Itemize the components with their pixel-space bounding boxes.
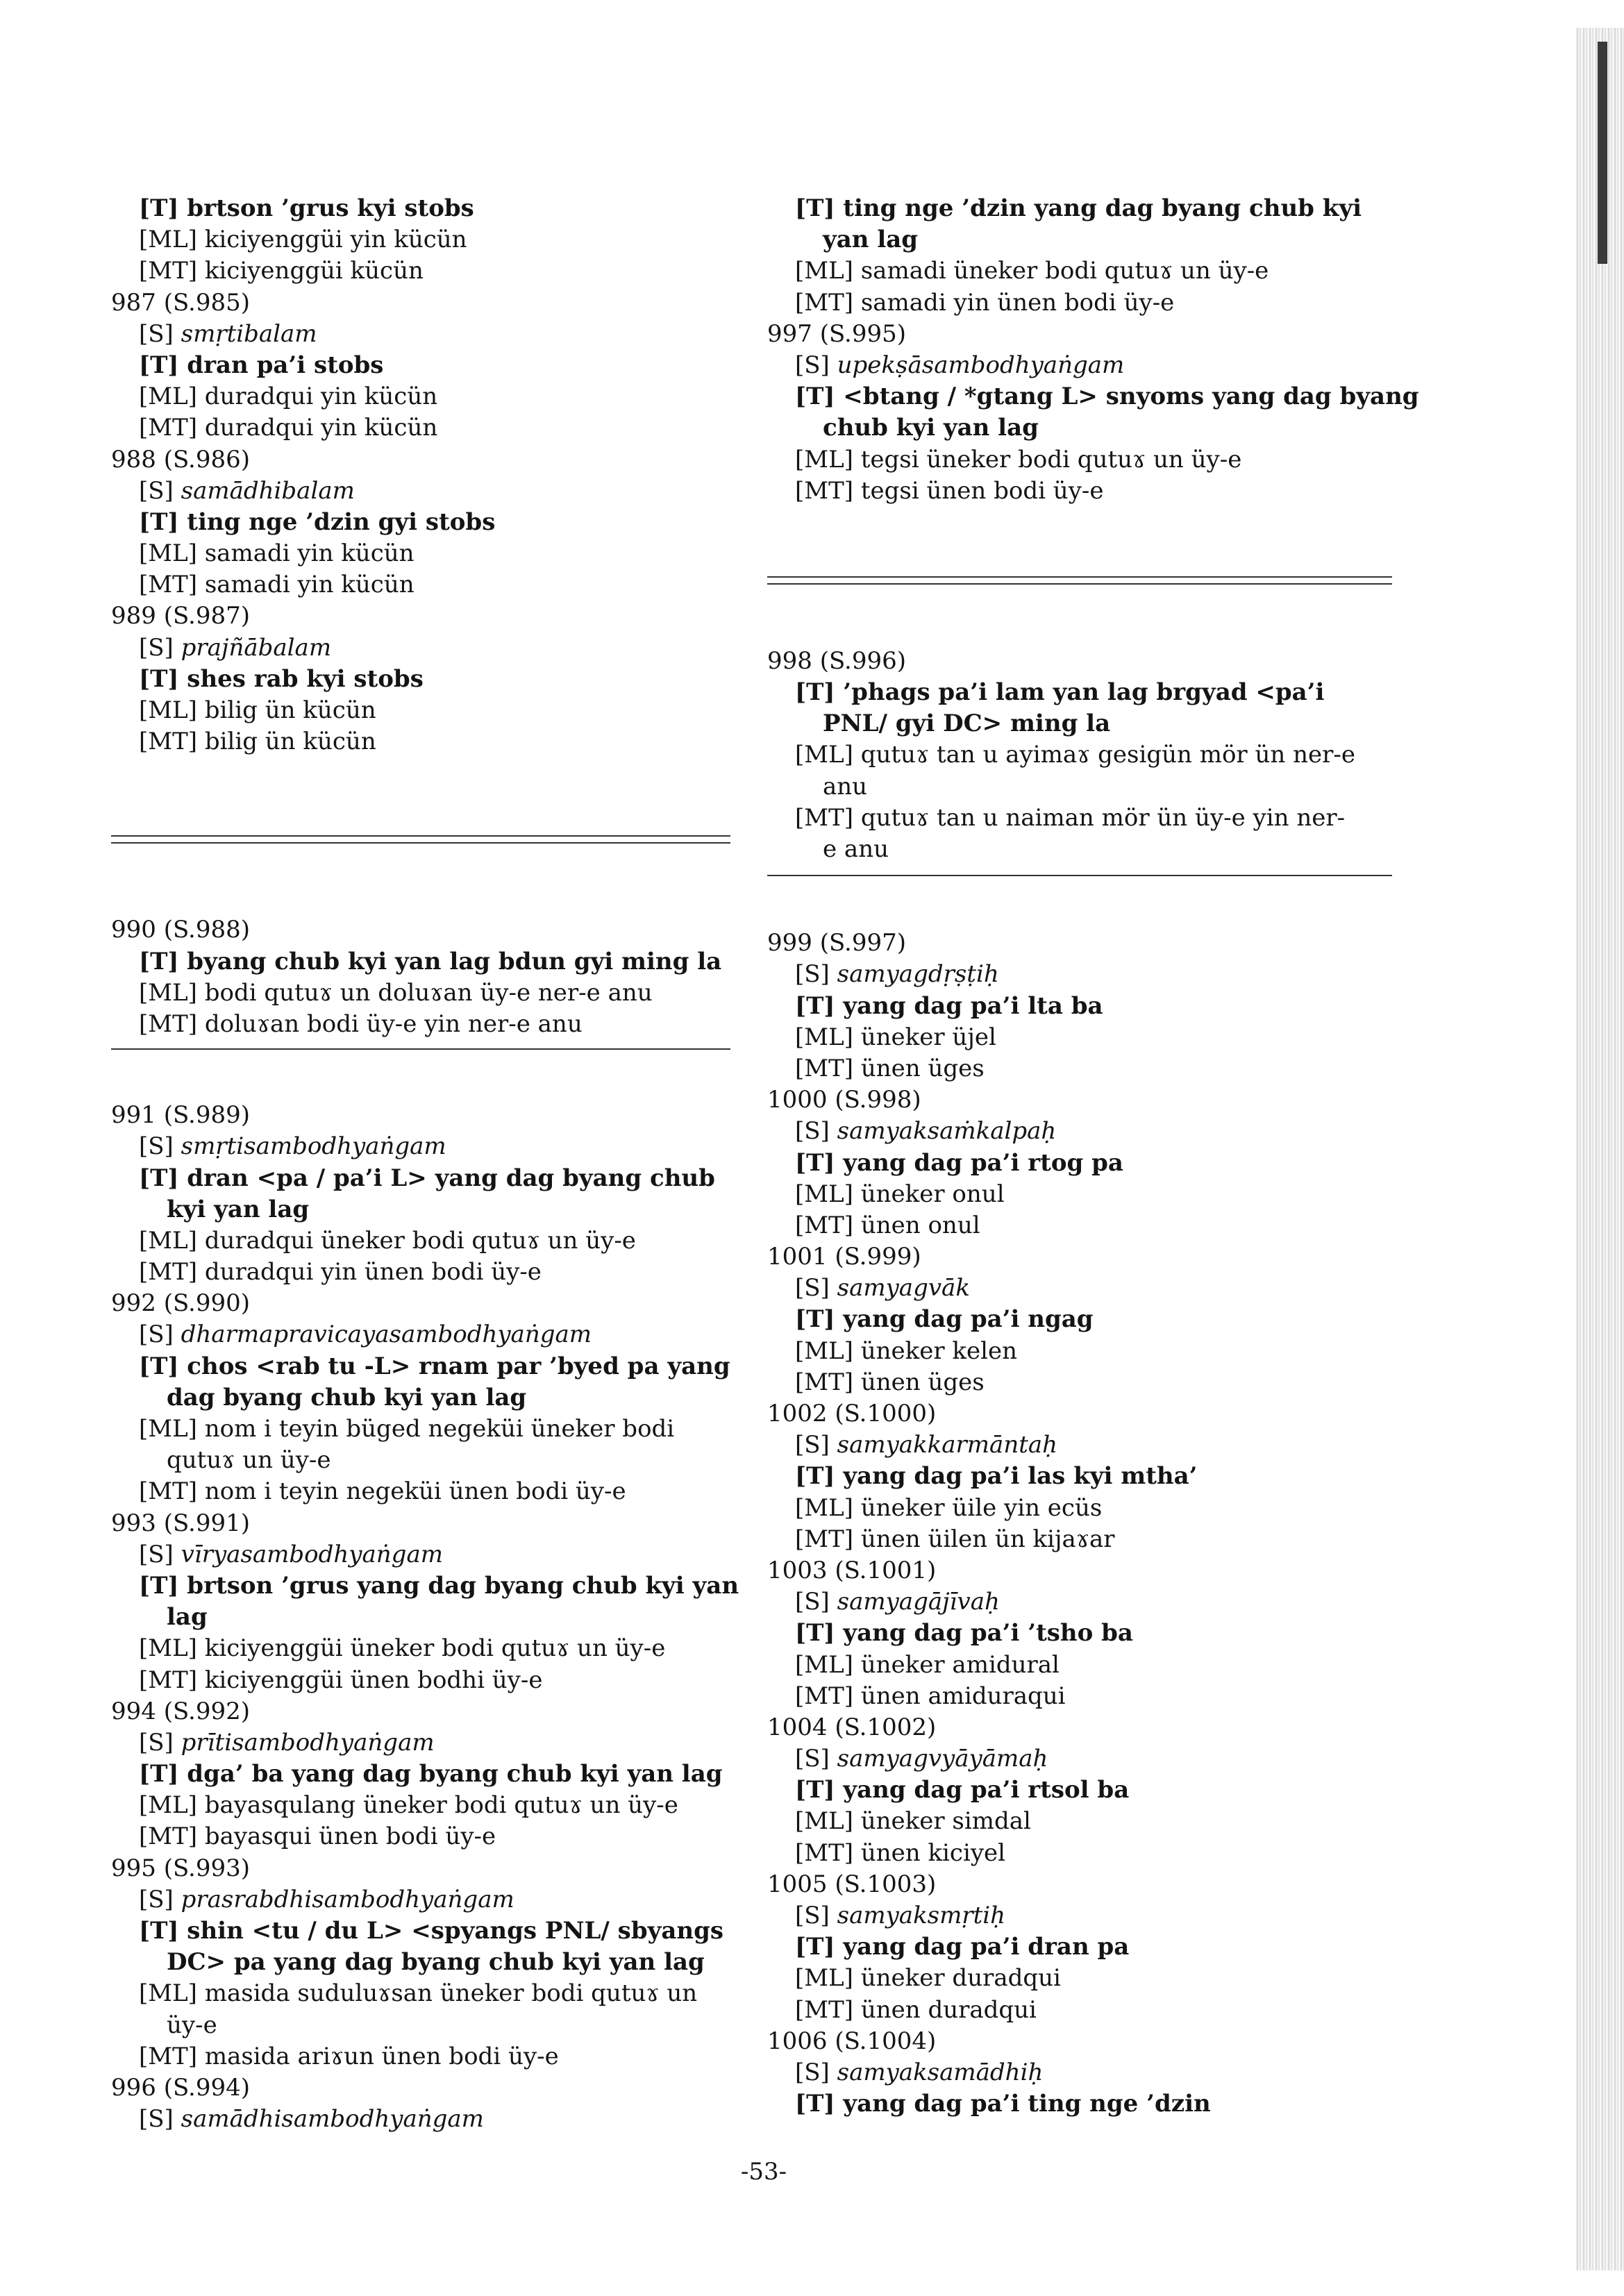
tibetan-line: [T] brtson ’grus yang dag byang chub kyi yan [139,1571,739,1600]
ml-line: [ML] kiciyenggüi yin kücün [139,226,467,254]
ml-line: [ML] üneker simdal [795,1807,1031,1836]
ml-line: [ML] üneker üjel [795,1023,996,1051]
ml-line: [ML] bilig ün kücün [139,696,376,724]
tibetan-line: [T] ting nge ’dzin gyi stobs [139,508,496,536]
tibetan-line: [T] yang dag pa’i rtsol ba [795,1776,1130,1804]
line-tag: [S] [139,1728,181,1757]
ml-line: [ML] bayasqulang üneker bodi qutuɤ un üy-e [139,1791,678,1820]
sanskrit-line [767,2057,1392,2088]
mt-line: [MT] tegsi ünen bodi üy-e [795,476,1104,505]
entry-number: 987 (S.985) [111,288,251,317]
tibetan-line: [T] <btang / *gtang L> snyoms yang dag byang [795,383,1419,411]
tibetan-line: [T] yang dag pa’i ’tsho ba [795,1619,1133,1648]
ml-line: [ML] samadi üneker bodi qutuɤ un üy-e [795,257,1269,285]
entry-number: 996 (S.994) [111,2073,251,2102]
mt-line: [MT] ünen üilen ün kijaɤar [795,1525,1115,1553]
continuation-line: PNL/ gyi DC> ming la [823,710,1111,738]
double-rule [111,835,730,844]
sanskrit-term: dharmapravicayasambodhyaṅgam [181,1321,592,1349]
mt-line: [MT] duradqui yin ünen bodi üy-e [139,1258,542,1287]
sanskrit-line [767,1430,1392,1461]
sanskrit-line [767,1900,1392,1932]
sanskrit-term: samyagvāk [837,1274,970,1302]
continuation-line: yan lag [823,226,919,254]
tibetan-line: [T] yang dag pa’i las kyi mtha’ [795,1462,1198,1491]
ml-line: [ML] duradqui üneker bodi qutuɤ un üy-e [139,1226,636,1255]
continuation-line: kyi yan lag [167,1195,310,1223]
line-tag: [S] [139,1885,181,1913]
continuation-line: chub kyi yan lag [823,414,1039,442]
mt-line: [MT] bilig ün kücün [139,728,376,756]
continuation-line: üy-e [167,2011,217,2039]
mt-line: [MT] samadi yin kücün [139,571,415,599]
continuation-line: e anu [823,835,889,863]
ml-line: [ML] nom i teyin büged negeküi üneker bodi [139,1415,675,1443]
mt-line: [MT] masida ariɤun ünen bodi üy-e [139,2042,559,2070]
scan-edge [1575,28,1624,2270]
line-tag: [S] [139,319,181,348]
mt-line: [MT] ünen kiciyel [795,1838,1006,1867]
entry-number: 997 (S.995) [767,319,907,348]
mt-line: [MT] ünen amiduraqui [795,1682,1066,1710]
sanskrit-line [111,1539,730,1570]
ml-line: [ML] üneker üile yin ecüs [795,1493,1103,1522]
entry-block [111,1100,739,2135]
continuation-line: DC> pa yang dag byang chub kyi yan lag [167,1948,705,1977]
sanskrit-term: prītisambodhyaṅgam [181,1728,435,1757]
section-separator [767,507,1392,646]
line-tag: [S] [795,2058,837,2086]
mt-line: [MT] bayasqui ünen bodi üy-e [139,1822,496,1851]
tibetan-line: [T] byang chub kyi yan lag bdun gyi ming la [139,947,722,975]
sanskrit-term: samyaksmṛtiḥ [837,1902,1006,1929]
mt-line: [MT] ünen onul [795,1211,980,1239]
entry-number: 988 (S.986) [111,445,251,474]
line-tag: [S] [795,1588,837,1616]
sanskrit-term: samādhisambodhyaṅgam [181,2105,484,2134]
tibetan-line: [T] shes rab kyi stobs [139,664,424,693]
tibetan-line: [T] yang dag pa’i lta ba [795,991,1103,1020]
double-rule [767,576,1392,585]
mt-line: [MT] kiciyenggüi kücün [139,257,424,285]
sanskrit-line [767,1586,1392,1618]
continuation-line: anu [823,772,868,801]
line-tag: [S] [795,1745,837,1773]
entry-number: 995 (S.993) [111,1854,251,1882]
sanskrit-term: samyagdṛṣṭiḥ [837,960,999,989]
line-tag: [S] [139,1321,181,1349]
entry-number: 992 (S.990) [111,1289,251,1318]
section-separator [767,865,1392,928]
sanskrit-line [111,319,730,350]
mt-line: [MT] ünen üges [795,1054,985,1082]
continuation-line: qutuɤ un üy-e [167,1446,331,1475]
continuation-line: dag byang chub kyi yan lag [167,1383,527,1411]
sanskrit-line [767,350,1392,381]
entry-number: 1000 (S.998) [767,1086,921,1114]
tibetan-line: [T] yang dag pa’i rtog pa [795,1148,1123,1177]
sanskrit-term: samyagājīvaḥ [837,1588,1000,1616]
tibetan-line: [T] dga’ ba yang dag byang chub kyi yan lag [139,1760,723,1788]
entry-block [111,914,730,1040]
sanskrit-term: smṛtisambodhyaṅgam [181,1132,446,1161]
sanskrit-line [111,476,730,507]
ml-line: [ML] bodi qutuɤ un doluɤan üy-e ner-e anu [139,978,653,1007]
sanskrit-term: vīryasambodhyaṅgam [181,1540,443,1568]
line-tag: [S] [139,1132,181,1161]
scan-edge-shadow [1598,42,1607,264]
sanskrit-line [111,632,730,664]
sanskrit-term: prajñābalam [181,633,332,662]
ml-line: [ML] üneker amidural [795,1650,1060,1679]
entry-number: 1001 (S.999) [767,1243,921,1271]
tibetan-line: [T] yang dag pa’i dran pa [795,1933,1130,1961]
tibetan-line: [T] dran pa’i stobs [139,351,384,379]
line-tag: [S] [139,2105,181,2134]
ml-line: [ML] üneker onul [795,1180,1005,1208]
sanskrit-term: samyaksamādhiḥ [837,2058,1044,2086]
right-column [767,193,1419,2120]
line-tag: [S] [795,1274,837,1302]
tibetan-line: [T] dran <pa / pa’i L> yang dag byang chub [139,1164,715,1192]
sanskrit-line [111,1727,730,1759]
entry-block [767,646,1392,865]
ml-line: [ML] samadi yin kücün [139,539,415,568]
tibetan-line: [T] shin <tu / du L> <spyangs PNL/ sbyangs [139,1917,724,1945]
sanskrit-line [111,1319,730,1350]
sanskrit-term: samādhibalam [181,476,355,505]
entry-number: 1005 (S.1003) [767,1870,937,1898]
mt-line: [MT] doluɤan bodi üy-e yin ner-e anu [139,1009,583,1038]
continuation-line: lag [167,1603,208,1632]
entry-number: 1002 (S.1000) [767,1400,937,1427]
sanskrit-term: smṛtibalam [181,319,317,348]
mt-line: [MT] ünen üges [795,1368,985,1396]
line-tag: [S] [795,1431,837,1459]
ml-line: [ML] duradqui yin kücün [139,383,438,411]
line-tag: [S] [795,960,837,989]
sanskrit-term: samyagvyāyāmaḥ [837,1745,1048,1773]
tibetan-line: [T] brtson ’grus kyi stobs [139,194,474,222]
mt-line: [MT] duradqui yin kücün [139,414,438,442]
mt-line: [MT] qutuɤ tan u naiman mör ün üy-e yin ner- [795,803,1346,832]
ml-line: [ML] qutuɤ tan u ayimaɤ gesigün mör ün ner-e [795,741,1355,769]
section-separator [111,1040,730,1100]
sanskrit-line [111,2104,730,2135]
sanskrit-line [767,959,1392,990]
tibetan-line: [T] yang dag pa’i ngag [795,1305,1094,1334]
entry-number: 999 (S.997) [767,929,907,957]
mt-line: [MT] nom i teyin negeküi ünen bodi üy-e [139,1477,626,1506]
line-tag: [S] [139,633,181,662]
entry-block [111,193,730,757]
entry-number: 1006 (S.1004) [767,2027,937,2055]
entry-number: 1003 (S.1001) [767,1556,937,1584]
sanskrit-term: prasrabdhisambodhyaṅgam [181,1885,514,1913]
tibetan-line: [T] chos <rab tu -L> rnam par ’byed pa yang [139,1352,730,1380]
ml-line: [ML] üneker duradqui [795,1964,1061,1993]
ml-line: [ML] üneker kelen [795,1336,1018,1365]
tibetan-line: [T] ting nge ’dzin yang dag byang chub kyi [795,194,1362,222]
line-tag: [S] [795,1117,837,1146]
left-column [111,193,739,2135]
sanskrit-line [111,1884,730,1916]
single-rule [767,875,1392,876]
section-separator [111,757,730,914]
entry-number: 998 (S.996) [767,646,907,675]
single-rule [111,1048,730,1050]
sanskrit-line [767,1116,1392,1147]
sanskrit-term: upekṣāsambodhyaṅgam [837,351,1125,379]
entry-block [767,928,1392,2120]
sanskrit-line [767,1273,1392,1304]
entry-number: 990 (S.988) [111,916,251,944]
mt-line: [MT] ünen duradqui [795,1995,1037,2024]
entry-number: 991 (S.989) [111,1101,251,1130]
page-number: -53- [740,2158,787,2186]
ml-line: [ML] masida suduluɤsan üneker bodi qutuɤ un [139,1979,698,2008]
sanskrit-line [767,1743,1392,1775]
entry-number: 989 (S.987) [111,602,251,630]
ml-line: [ML] kiciyenggüi üneker bodi qutuɤ un üy-e [139,1634,666,1663]
entry-number: 994 (S.992) [111,1697,251,1725]
tibetan-line: [T] ’phags pa’i lam yan lag brgyad <pa’i [795,678,1325,707]
line-tag: [S] [795,351,837,379]
sanskrit-term: samyakkarmāntaḥ [837,1431,1058,1459]
line-tag: [S] [795,1902,837,1929]
entry-number: 993 (S.991) [111,1509,251,1537]
ml-line: [ML] tegsi üneker bodi qutuɤ un üy-e [795,445,1242,474]
line-tag: [S] [139,476,181,505]
mt-line: [MT] kiciyenggüi ünen bodhi üy-e [139,1666,543,1694]
entry-number: 1004 (S.1002) [767,1713,937,1741]
tibetan-line: [T] yang dag pa’i ting nge ’dzin [795,2090,1211,2118]
line-tag: [S] [139,1540,181,1568]
entry-block [767,193,1419,507]
sanskrit-line [111,1131,730,1162]
mt-line: [MT] samadi yin ünen bodi üy-e [795,288,1175,317]
sanskrit-term: samyaksaṁkalpaḥ [837,1117,1057,1146]
